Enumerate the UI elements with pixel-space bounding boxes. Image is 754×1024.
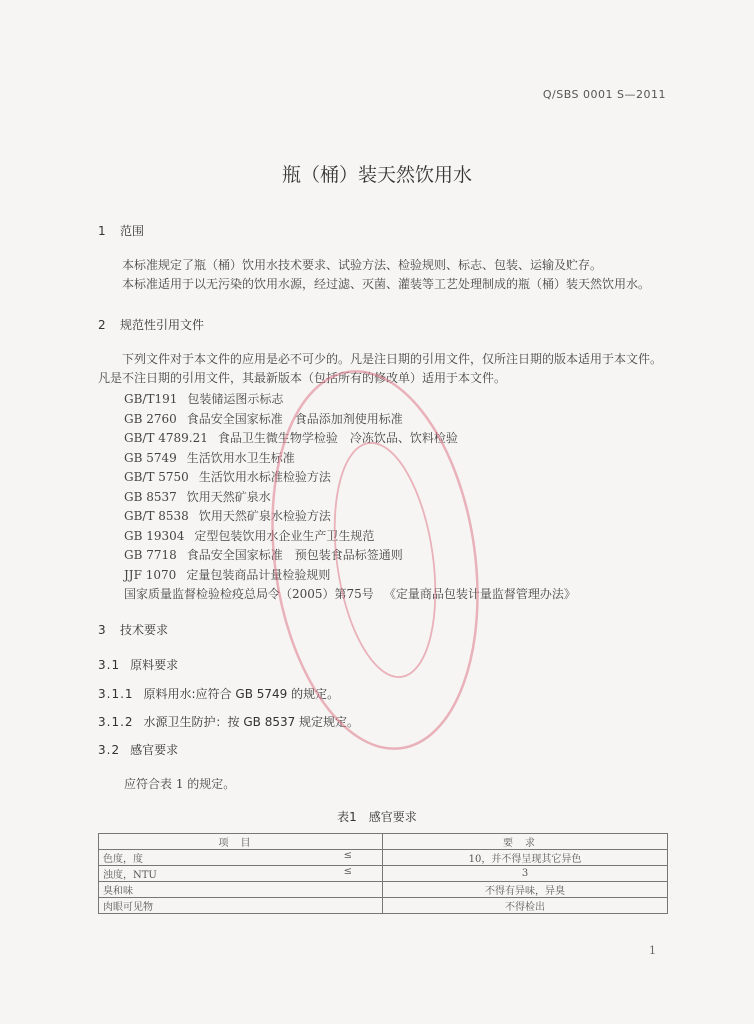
reference-name: 饮用天然矿泉水	[186, 489, 271, 504]
clause-text: 原料用水:应符合 GB 5749 的规定。	[143, 687, 340, 701]
reference-code: GB/T191	[124, 392, 178, 406]
reference-code: JJF 1070	[124, 567, 177, 582]
cell-item	[99, 850, 383, 866]
reference-item	[124, 488, 576, 508]
item-name: 肉眼可见物	[103, 902, 153, 913]
cell-requirement: 不得有异味，异臭	[383, 882, 668, 898]
section-3-2-heading	[98, 741, 178, 758]
cell-requirement: 3	[383, 866, 668, 882]
reference-item	[124, 429, 576, 449]
sensory-requirement-text: 应符合表 1 的规定。	[124, 777, 236, 791]
reference-list	[124, 390, 576, 605]
reference-code: GB 7718	[124, 548, 177, 562]
section-number: 3.2	[98, 743, 121, 757]
table-row	[99, 882, 668, 898]
clause-3-1-1	[98, 685, 339, 702]
clause-number: 3.1.2	[98, 715, 134, 729]
reference-item	[124, 527, 576, 547]
reference-code: GB/T 4789.21	[124, 431, 208, 445]
header-item: 项目	[99, 834, 383, 850]
cell-item	[99, 866, 383, 882]
document-title: 瓶（桶）装天然饮用水	[281, 164, 472, 186]
reference-item	[124, 585, 576, 605]
reference-name: 包装储运图示标志	[187, 392, 284, 406]
section-1-heading	[98, 222, 144, 239]
reference-item	[124, 546, 576, 566]
table-header-row	[99, 834, 668, 850]
cell-requirement: 不得检出	[383, 898, 668, 914]
section-title: 范围	[120, 224, 145, 238]
cell-item	[99, 882, 383, 898]
section-title: 感官要求	[130, 743, 179, 757]
reference-name: 《定量商品包装计量监督管理办法》	[383, 587, 576, 601]
table-row	[99, 898, 668, 914]
references-intro: 下列文件对于本文件的应用是必不可少的。凡是注日期的引用文件，仅所注日期的版本适用于本文件。凡是不注日期的引用文件，其最新版本（包括所有的修改单）适用于本文件。	[98, 352, 663, 385]
section-title: 技术要求	[120, 623, 169, 637]
section-number: 2	[98, 318, 106, 332]
reference-name: 食品安全国家标准 食品添加剂使用标准	[186, 411, 403, 426]
reference-item	[124, 410, 576, 430]
reference-name: 食品卫生微生物学检验 冷冻饮品、饮料检验	[217, 431, 458, 445]
section-3-1-heading	[98, 656, 178, 673]
reference-item	[124, 566, 576, 586]
page-number: 1	[649, 944, 656, 957]
section-number: 1	[98, 224, 106, 238]
section-3-heading	[98, 621, 168, 638]
reference-code: GB 2760	[124, 411, 177, 426]
reference-code: GB 8537	[124, 489, 177, 504]
reference-name: 定型包装饮用水企业生产卫生规范	[194, 528, 375, 543]
item-unit: ≤	[343, 850, 352, 861]
sensory-table	[98, 833, 668, 914]
item-name: 色度，度	[103, 854, 143, 865]
cell-requirement: 10，并不得呈现其它异色	[383, 850, 668, 866]
reference-name: 生活饮用水卫生标准	[186, 450, 295, 465]
section-title: 规范性引用文件	[120, 318, 205, 332]
scope-paragraph-2: 本标准适用于以无污染的饮用水源，经过滤、灭菌、灌装等工艺处理制成的瓶（桶）装天然饮用水。	[122, 277, 651, 291]
cell-item	[99, 898, 383, 914]
section-number: 3	[98, 623, 106, 637]
section-2-heading	[98, 316, 204, 333]
reference-code: GB/T 5750	[124, 470, 189, 484]
clause-number: 3.1.1	[98, 687, 134, 701]
reference-code: GB 19304	[124, 528, 185, 543]
reference-code: GB 5749	[124, 450, 177, 465]
reference-code: GB/T 8538	[124, 509, 189, 523]
reference-item	[124, 390, 576, 410]
table-title: 表1 感官要求	[337, 810, 417, 824]
item-name: 浊度，NTU	[103, 870, 157, 881]
table-row	[99, 866, 668, 882]
reference-name: 生活饮用水标准检验方法	[198, 470, 331, 484]
reference-item	[124, 468, 576, 488]
reference-name: 饮用天然矿泉水检验方法	[198, 509, 331, 523]
clause-3-1-2	[98, 713, 359, 730]
header-requirement: 要求	[383, 834, 668, 850]
section-number: 3.1	[98, 658, 121, 672]
clause-text: 水源卫生防护：按 GB 8537 规定规定。	[143, 715, 360, 729]
section-title: 原料要求	[130, 658, 179, 672]
reference-item	[124, 507, 576, 527]
reference-name: 定量包装商品计量检验规则	[186, 567, 331, 582]
item-unit: ≤	[343, 866, 352, 877]
reference-item	[124, 449, 576, 469]
reference-name: 食品安全国家标准 预包装食品标签通则	[186, 548, 403, 562]
item-name: 臭和味	[103, 886, 133, 897]
standard-code: Q/SBS 0001 S—2011	[542, 88, 666, 101]
table-row	[99, 850, 668, 866]
scope-paragraph-1: 本标准规定了瓶（桶）饮用水技术要求、试验方法、检验规则、标志、包装、运输及贮存。	[122, 258, 603, 272]
reference-code: 国家质量监督检验检疫总局令（2005）第75号	[124, 587, 374, 601]
